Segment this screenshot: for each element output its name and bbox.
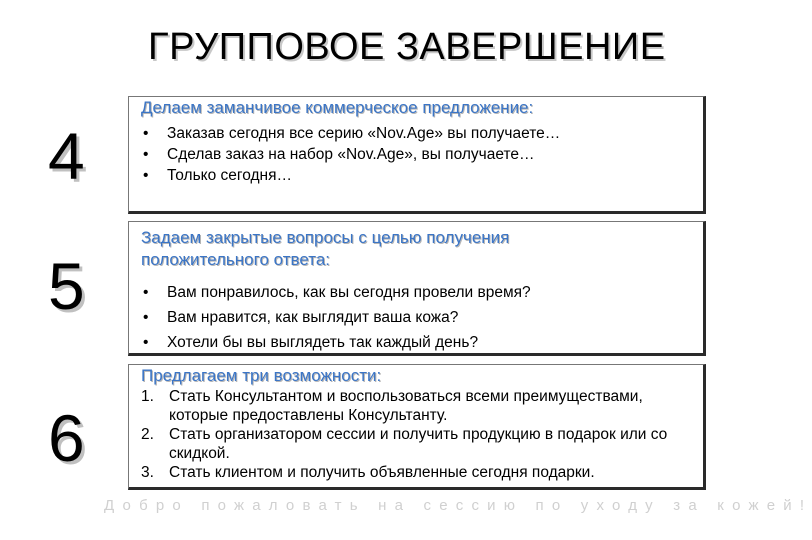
section-offer-heading: Делаем заманчивое коммерческое предложение: <box>141 98 534 117</box>
section-options-heading: Предлагаем три возможности: <box>141 366 382 385</box>
section-offer-box <box>128 96 706 214</box>
list-item: • Вам нравится, как выглядит ваша кожа? <box>143 309 459 326</box>
footer-tagline: Добро пожаловать на сессию по уходу за кожей! <box>104 497 812 514</box>
step-number-5: 5 <box>48 249 85 323</box>
section-questions-box <box>128 221 706 356</box>
list-item: • Вам понравилось, как вы сегодня провели время? <box>143 284 531 301</box>
step-number-4: 4 <box>48 119 85 193</box>
list-item: • Хотели бы вы выглядеть так каждый день? <box>143 334 479 351</box>
list-item: 1. Стать Консультантом и воспользоваться всеми преимуществами, которые предоставлены Консультанту. <box>141 388 643 424</box>
step-number-6: 6 <box>48 401 85 475</box>
section-questions-heading: Задаем закрытые вопросы с целью получения положительного ответа: <box>141 228 510 269</box>
section-options-box <box>128 364 706 490</box>
offer-bullet-list <box>129 123 703 186</box>
list-item: 3. Стать клиентом и получить объявленные сегодня подарки. <box>141 464 595 481</box>
options-numbered-list <box>129 387 703 482</box>
list-item: • Сделав заказ на набор «Nov.Age», вы получаете… <box>143 146 535 163</box>
list-item: • Только сегодня… <box>143 167 292 184</box>
slide-title: ГРУППОВОЕ ЗАВЕРШЕНИЕ <box>148 26 666 68</box>
list-item: • Заказав сегодня все серию «Nov.Age» вы получаете… <box>143 125 561 142</box>
questions-bullet-list <box>129 280 703 355</box>
list-item: 2. Стать организатором сессии и получить продукцию в подарок или со скидкой. <box>141 426 668 462</box>
